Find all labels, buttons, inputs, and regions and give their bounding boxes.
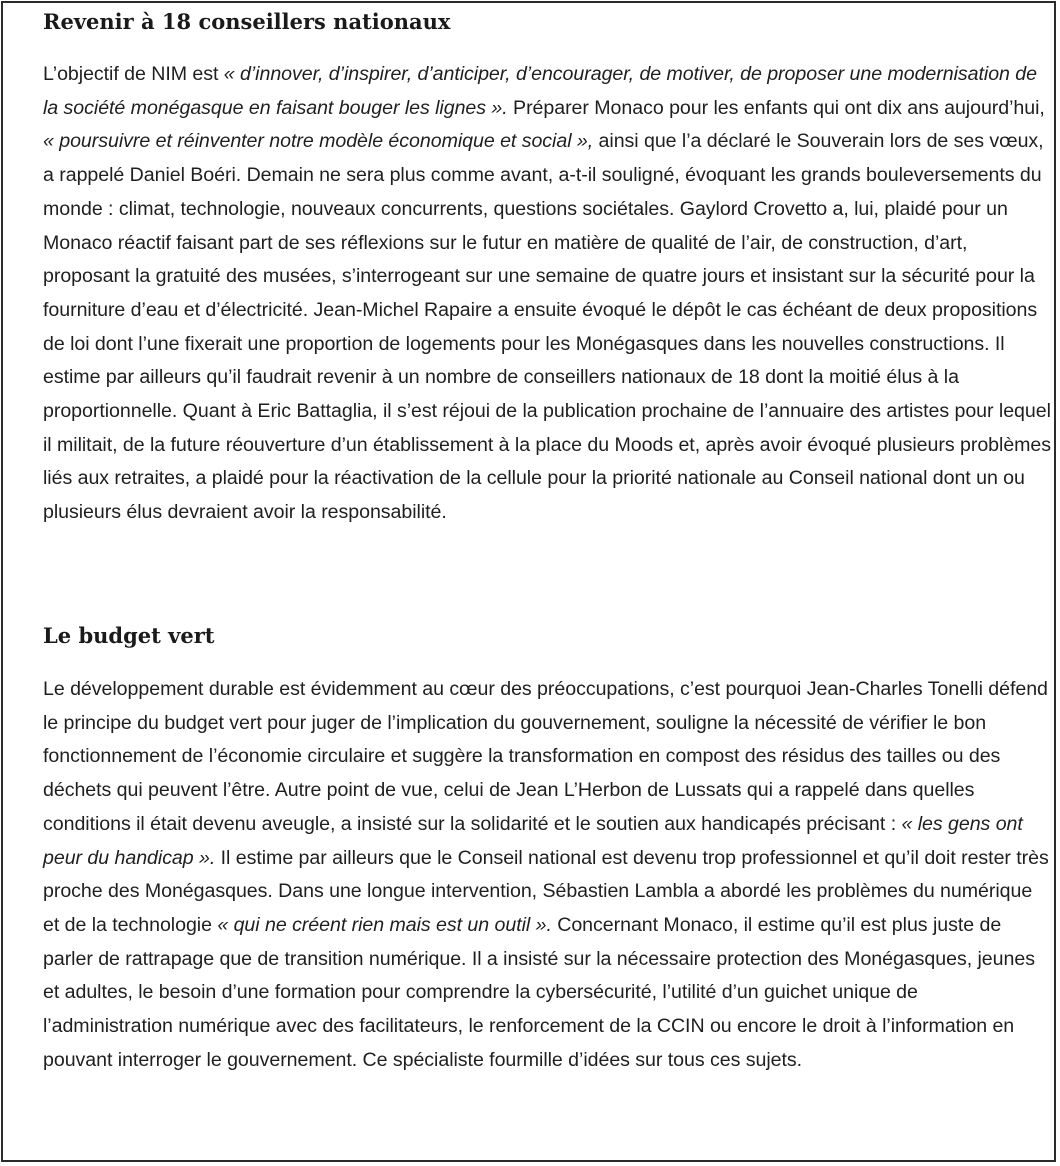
section-paragraph-conseillers (43, 58, 1053, 530)
quote-souverain: « poursuivre et réinventer notre modèle économique et social », (43, 130, 594, 153)
paragraph-text: Concernant Monaco, il estime qu’il est plus juste de parler de rattrapage que de transition numérique. Il a insisté sur la nécessaire protection des Monégasques, jeunes et adultes, le besoin d’une formation pour comprendre la cybersécurité, l’utilité d’un guichet unique de l’administration numérique avec des facilitateurs, le renforcement de la CCIN ou encore le droit à l’information en pouvant interroger le gouvernement. Ce spécialiste fourmille d’idées sur tous ces sujets. (43, 913, 1035, 1071)
quote-nim-objective: « d’innover, d’inspirer, d’anticiper, d’encourager, de motiver, de proposer une modernisation de la société monégasque en faisant bouger les lignes ». (43, 63, 1037, 119)
quote-handicap: « les gens ont peur du handicap ». (43, 812, 1023, 869)
section-heading-budget-vert: Le budget vert (43, 623, 215, 648)
paragraph-text: Il estime par ailleurs que le Conseil national est devenu trop professionnel et qu’il doit rester très proche des Monégasques. Dans une longue intervention, Sébastien Lambla a abordé les problèmes du numérique et de la technologie (43, 846, 1049, 936)
section-heading-conseillers: Revenir à 18 conseillers nationaux (43, 9, 451, 34)
paragraph-text: ainsi que l’a déclaré le Souverain lors de ses vœux, a rappelé Daniel Boéri. Demain ne sera plus comme avant, a-t-il souligné, évoquant les grands bouleversements du monde : climat, technologie, nouveaux concurrents, questions sociétales. Gaylord Crovetto a, lui, plaidé pour un Monaco réactif faisant part de ses réflexions sur le futur en matière de qualité de l’air, de construction, d’art, proposant la gratuité des musées, s’interrogeant sur une semaine de quatre jours et insistant sur la sécurité pour la fourniture d’eau et d’électricité. Jean-Michel Rapaire a ensuite évoqué le dépôt le cas échéant de deux propositions de loi dont l’une fixerait une proportion de logements pour les Monégasques dans les nouvelles constructions. Il estime par ailleurs qu’il faudrait revenir à un nombre de conseillers nationaux de 18 dont la moitié élus à la proportionnelle. Quant à Eric Battaglia, il s’est réjoui de la publication prochaine de l’annuaire des artistes pour lequel il militait, de la future réouverture d’un établissement à la place du Moods et, après avoir évoqué plusieurs problèmes liés aux retraites, a plaidé pour la réactivation de la cellule pour la priorité nationale au Conseil national dont un ou plusieurs élus devraient avoir la responsabilité. (43, 130, 1052, 524)
paragraph-text: Préparer Monaco pour les enfants qui ont dix ans aujourd’hui, (507, 96, 1045, 119)
paragraph-text: Le développement durable est évidemment au cœur des préoccupations, c’est pourquoi Jean-Charles Tonelli défend le principe du budget vert pour juger de l’implication du gouvernement, souligne la nécessité de vérifier le bon fonctionnement de l’économie circulaire et suggère la transformation en compost des résidus des tailles ou des déchets qui peuvent l’être. Autre point de vue, celui de Jean L’Herbon de Lussats qui a rappelé dans quelles conditions il était devenu aveugle, a insisté sur la solidarité et le soutien aux handicapés précisant : (43, 678, 1048, 835)
section-paragraph-budget-vert (43, 673, 1053, 1077)
paragraph-text: L’objectif de NIM est (43, 63, 224, 85)
quote-outil: « qui ne créent rien mais est un outil ». (217, 913, 552, 936)
